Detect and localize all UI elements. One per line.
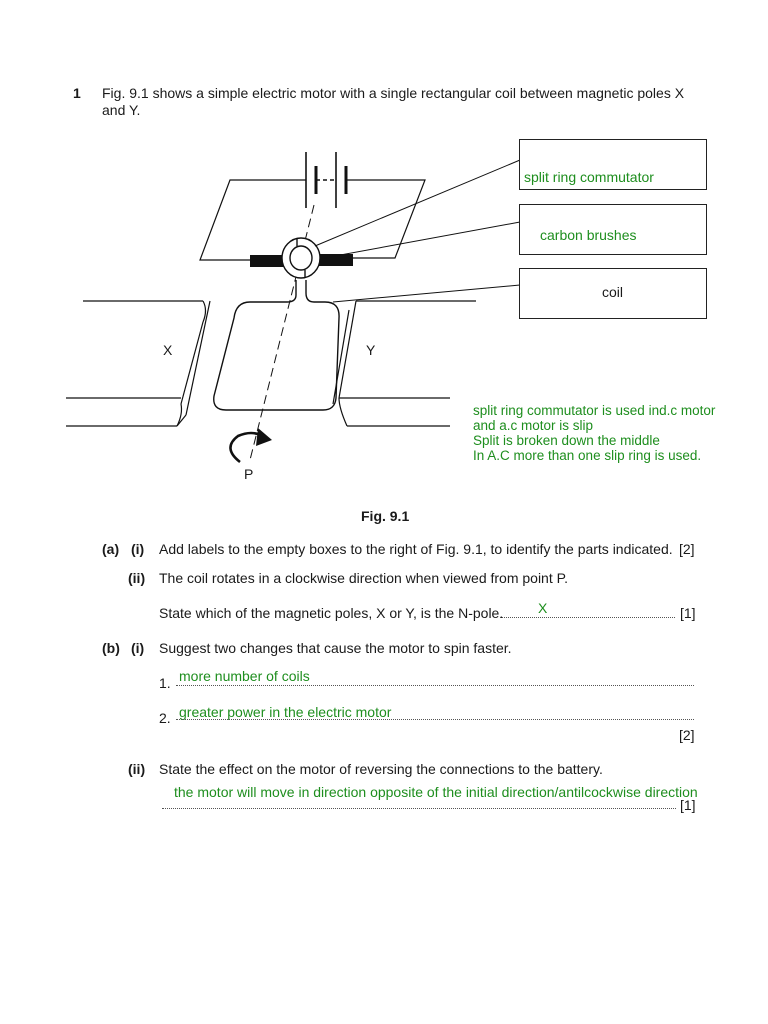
answer-number: 1. [159, 675, 171, 691]
note-line: Split is broken down the middle [473, 433, 660, 448]
part-b-label: (b) [102, 640, 120, 656]
label-answer-coil: coil [602, 284, 624, 300]
split-ring-commutator [282, 238, 320, 278]
part-a-ii-marks: [1] [680, 605, 696, 621]
coil [214, 280, 339, 410]
answer-b-i-2: greater power in the electric motor [179, 704, 392, 720]
magnet-pole-y [333, 301, 476, 426]
answer-b-ii: the motor will move in direction opposite of the initial direction/antilcockwise direction [174, 784, 698, 800]
answer-line-a-ii[interactable] [500, 617, 675, 618]
note-line: split ring commutator is used ind.c motor [473, 403, 716, 418]
answer-b-i-1: more number of coils [179, 668, 310, 684]
part-a-i-text: Add labels to the empty boxes to the right of Fig. 9.1, to identify the parts indicated. [159, 541, 673, 557]
label-answer-brushes: carbon brushes [540, 227, 637, 243]
label-box-coil[interactable] [519, 268, 707, 319]
pole-x-label: X [163, 342, 173, 358]
part-a-label: (a) [102, 541, 120, 557]
part-a-ii-prompt: State which of the magnetic poles, X or Y, is the N-pole. [159, 605, 504, 621]
figure-caption: Fig. 9.1 [361, 508, 410, 524]
part-a-ii-text: The coil rotates in a clockwise direction when viewed from point P. [159, 570, 569, 586]
carbon-brush-left [250, 255, 284, 267]
question-number: 1 [73, 85, 81, 101]
point-p-label: P [244, 466, 254, 482]
answer-line-b-i-2[interactable] [176, 719, 694, 720]
note-line: and a.c motor is slip [473, 418, 594, 433]
label-answer-commutator: split ring commutator [524, 169, 654, 185]
question-intro-line2: and Y. [102, 102, 141, 118]
label-box-commutator[interactable] [519, 139, 707, 190]
answer-a-ii: X [538, 600, 548, 616]
question-intro-line1: Fig. 9.1 shows a simple electric motor with a single rectangular coil between magnetic poles X [102, 85, 685, 101]
magnet-pole-x [66, 301, 210, 426]
answer-number: 2. [159, 710, 171, 726]
answer-line-b-ii[interactable] [162, 808, 676, 809]
part-a-ii-label: (ii) [128, 570, 146, 586]
note-line: In A.C more than one slip ring is used. [473, 448, 702, 463]
part-b-i-text: Suggest two changes that cause the motor to spin faster. [159, 640, 512, 656]
part-b-i-marks: [2] [679, 727, 695, 743]
part-a-i-label: (i) [131, 541, 145, 557]
pole-y-label: Y [366, 342, 376, 358]
battery-symbol [306, 152, 346, 208]
part-b-ii-marks: [1] [680, 797, 696, 813]
part-b-i-label: (i) [131, 640, 145, 656]
part-b-ii-label: (ii) [128, 761, 146, 777]
label-box-brushes[interactable] [519, 204, 707, 255]
annotation-note [473, 403, 715, 463]
answer-line-b-i-1[interactable] [176, 685, 694, 686]
part-b-ii-text: State the effect on the motor of reversing the connections to the battery. [159, 761, 603, 777]
part-a-i-marks: [2] [679, 541, 695, 557]
